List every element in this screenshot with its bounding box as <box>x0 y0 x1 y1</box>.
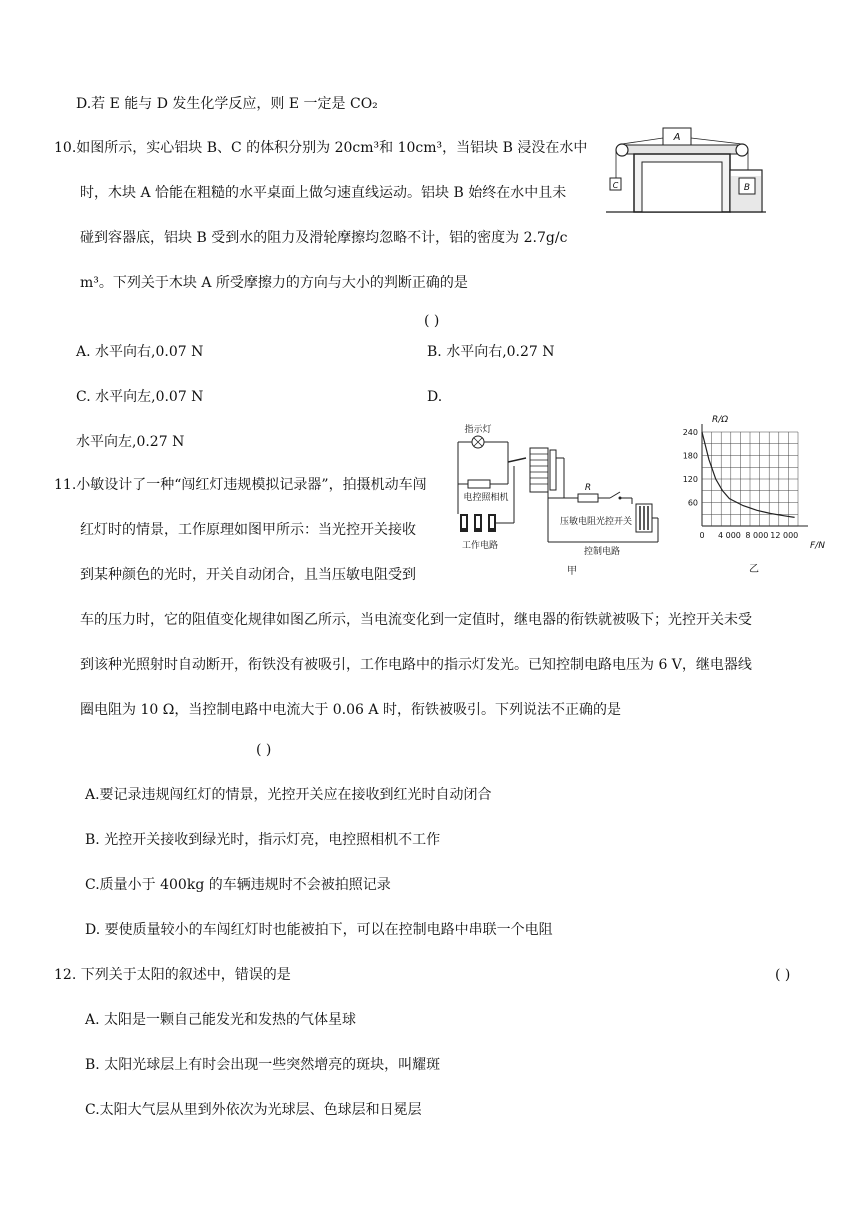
q10-answer-bracket: ( ) <box>424 313 440 329</box>
q10-option-a: A. 水平向右,0.07 N <box>76 344 204 360</box>
q11-stem-line6: 圈电阻为 10 Ω，当控制电路中电流大于 0.06 A 时，衔铁被吸引。下列说法不正确的是 <box>80 702 621 718</box>
q10-stem-line2: 时，木块 A 恰能在粗糙的水平桌面上做匀速直线运动。铝块 B 始终在水中且未 <box>80 185 567 201</box>
x-tick-label: 12 000 <box>770 531 799 540</box>
graph-xlabel: F/N <box>810 541 825 551</box>
q12-stem: 12. 下列关于太阳的叙述中，错误的是 <box>54 967 291 983</box>
q9-option-d: D.若 E 能与 D 发生化学反应，则 E 一定是 CO₂ <box>76 96 378 112</box>
indicator-lamp-label: 指示灯 <box>464 425 492 435</box>
work-circuit-label: 工作电路 <box>461 541 499 551</box>
x-tick-label: 4 000 <box>717 531 741 540</box>
q11-option-a: A.要记录违规闯红灯的情景，光控开关应在接收到红光时自动闭合 <box>85 787 492 803</box>
q12-option-a: A. 太阳是一颗自己能发光和发热的气体星球 <box>85 1012 357 1028</box>
q12-option-c: C.太阳大气层从里到外依次为光球层、色球层和日冕层 <box>85 1102 422 1118</box>
q10-option-d-letter: D. <box>427 389 443 405</box>
block-c-label: C <box>612 181 619 190</box>
figure-yi-caption: 乙 <box>749 564 759 575</box>
block-a-label: A <box>673 132 681 143</box>
q11-stem-line1: 11.小敏设计了一种“闯红灯违规模拟记录器”，拍摄机动车闯 <box>54 477 427 493</box>
camera-label: 电控照相机 <box>463 493 509 503</box>
light-switch <box>610 492 620 498</box>
q10-figure <box>606 124 766 216</box>
q11-option-b: B. 光控开关接收到绿光时，指示灯亮，电控照相机不工作 <box>85 832 441 848</box>
control-circuit-label: 控制电路 <box>583 547 621 557</box>
q11-circuit-figure <box>452 418 672 578</box>
q11-answer-bracket: ( ) <box>256 742 272 758</box>
x-tick-label: 0 <box>699 531 705 540</box>
q11-stem-line5: 到该种光照射时自动断开，衔铁没有被吸引，工作电路中的指示灯发光。已知控制电路电压为 6 V，继电器线 <box>80 657 752 673</box>
table-top <box>624 145 740 154</box>
q12-answer-bracket: ( ) <box>775 967 791 983</box>
camera-resistor <box>468 480 490 488</box>
pressure-switch-label: 压敏电阻光控开关 <box>559 517 633 527</box>
pulley-left <box>616 144 628 156</box>
q10-stem-line1: 10.如图所示，实心铝块 B、C 的体积分别为 20cm³和 10cm³，当铝块 B 浸没在水中 <box>54 140 588 156</box>
figure-jia-caption: 甲 <box>567 566 577 577</box>
pressure-resistor <box>578 494 598 502</box>
y-tick-label: 240 <box>682 428 698 437</box>
q11-rf-graph <box>672 408 832 578</box>
q10-stem-line4: m³。下列关于木块 A 所受摩擦力的方向与大小的判断正确的是 <box>80 275 468 291</box>
q10-option-c: C. 水平向左,0.07 N <box>76 389 204 405</box>
resistor-r-label: R <box>584 483 592 493</box>
q10-stem-line3: 碰到容器底，铝块 B 受到水的阻力及滑轮摩擦均忽略不计，铝的密度为 2.7g/c <box>80 230 568 246</box>
q11-option-c: C.质量小于 400kg 的车辆违规时不会被拍照记录 <box>85 877 391 893</box>
q11-stem-line2: 红灯时的情景，工作原理如图甲所示：当光控开关接收 <box>80 522 416 538</box>
pulley-right <box>736 144 748 156</box>
q10-option-b: B. 水平向右,0.27 N <box>427 344 555 360</box>
y-tick-label: 120 <box>682 475 698 484</box>
q12-option-b: B. 太阳光球层上有时会出现一些突然增亮的斑块，叫耀斑 <box>85 1057 441 1073</box>
q11-option-d: D. 要使质量较小的车闯红灯时也能被拍下，可以在控制电路中串联一个电阻 <box>85 922 553 938</box>
block-b-label: B <box>743 183 751 193</box>
graph-ylabel: R/Ω <box>712 415 729 425</box>
q11-stem-line3: 到某种颜色的光时，开关自动闭合，且当压敏电阻受到 <box>80 567 416 583</box>
rf-curve <box>702 432 795 517</box>
x-tick-label: 8 000 <box>745 531 769 540</box>
q10-option-d-text: 水平向左,0.27 N <box>76 434 185 450</box>
relay-coil <box>530 448 548 492</box>
q11-stem-line4: 车的压力时，它的阻值变化规律如图乙所示，当电流变化到一定值时，继电器的衔铁就被吸下；光控开关未受 <box>80 612 752 628</box>
y-tick-label: 180 <box>682 451 698 461</box>
y-tick-label: 60 <box>687 498 698 508</box>
